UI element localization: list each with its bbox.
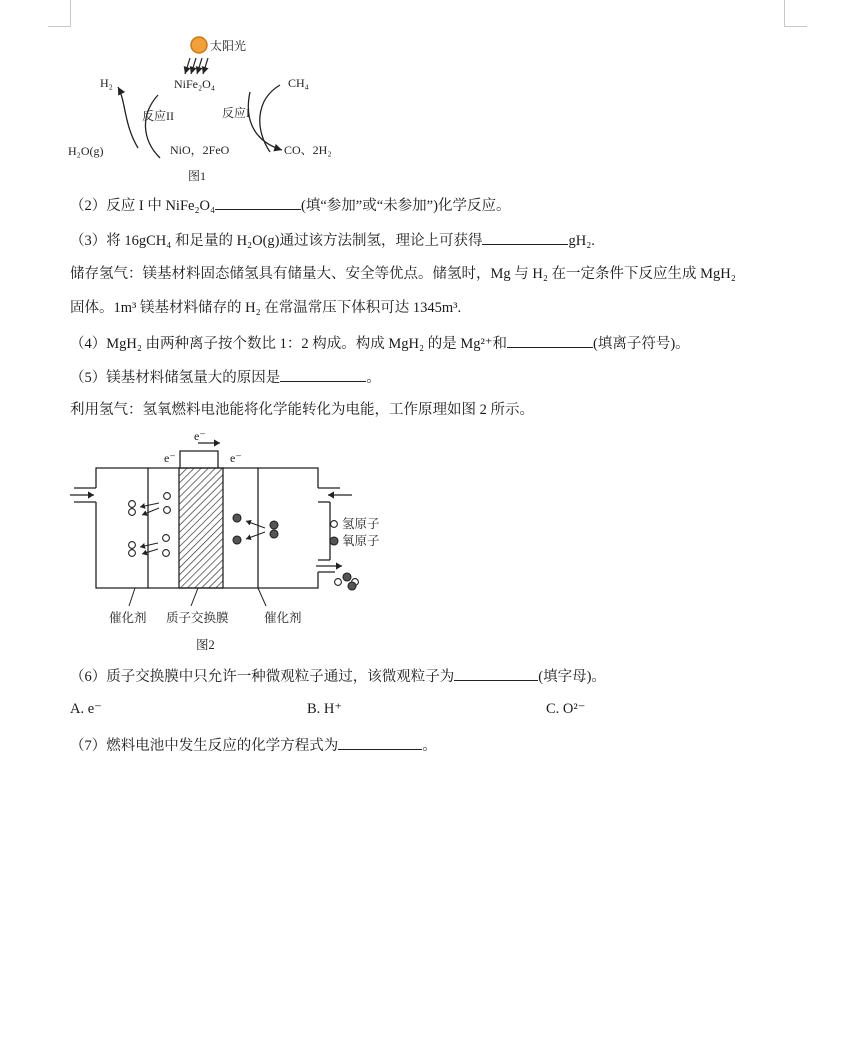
q7-end: 。 (422, 738, 437, 754)
option-c[interactable]: C. O²⁻ (546, 701, 586, 717)
electron-label-top: e⁻ (194, 429, 206, 443)
option-b[interactable]: B. H⁺ (307, 701, 343, 717)
q2-text: （2）反应 I 中 NiFe₂O₄ (70, 198, 216, 214)
q5-text: （5）镁基材料储氢量大的原因是 (70, 370, 281, 386)
question-3 (70, 230, 595, 251)
reaction-2-arrow-right (145, 95, 160, 158)
q7-answer-blank[interactable] (338, 735, 422, 750)
h2-label: H₂ (100, 76, 113, 90)
electron-label-right: e⁻ (230, 451, 242, 465)
catalyst-label: NiFe₂O₄ (174, 77, 216, 91)
storage-paragraph-line-1: 储存氢气：镁基材料固态储氢具有储量大、安全等优点。储氢时，Mg 与 H₂ 在一定条件下反应生成 MgH₂ (70, 266, 736, 282)
question-6 (70, 666, 606, 687)
q2-hint: (填“参加”或“未参加”)化学反应。 (301, 198, 511, 214)
crop-mark-top-right (784, 0, 807, 27)
question-4 (70, 333, 690, 354)
figure-1-reaction-cycle (60, 30, 360, 190)
sunlight-arrows (185, 58, 208, 74)
q5-answer-blank[interactable] (280, 367, 366, 382)
nio-label: NiO，2FeO (170, 143, 230, 157)
oxygen-atom-legend: 氧原子 (342, 534, 380, 548)
h2o-label: H₂O(g) (68, 144, 104, 158)
question-7 (70, 735, 437, 756)
q3-unit: gH₂. (568, 233, 595, 249)
storage-paragraph-line-2: 固体。1m³ 镁基材料储存的 H₂ 在常温常压下体积可达 1345m³. (70, 300, 462, 316)
sun-icon (191, 37, 207, 53)
sunlight-label: 太阳光 (210, 39, 247, 53)
q5-end: 。 (366, 370, 381, 386)
products-label: CO、2H₂ (284, 143, 332, 157)
reaction-1-arrow-left (260, 85, 280, 152)
question-5 (70, 367, 381, 388)
right-chamber-outline (258, 468, 318, 588)
membrane-label: 质子交换膜 (166, 611, 229, 625)
catalyst-right-label: 催化剂 (264, 611, 302, 625)
ch4-label: CH₄ (288, 76, 309, 90)
catalyst-left-label: 催化剂 (109, 611, 147, 625)
q4-answer-blank[interactable] (507, 333, 593, 348)
option-a[interactable]: A. e⁻ (70, 701, 102, 717)
q3-text: （3）将 16gCH₄ 和足量的 H₂O(g)通过该方法制氢，理论上可获得 (70, 233, 483, 249)
q7-text: （7）燃料电池中发生反应的化学方程式为 (70, 738, 339, 754)
usage-paragraph: 利用氢气：氢氧燃料电池能将化学能转化为电能，工作原理如图 2 所示。 (70, 402, 534, 418)
reaction-2-label: 反应II (142, 109, 174, 123)
figure-2-caption: 图2 (196, 638, 215, 652)
hydrogen-atom-legend: 氢原子 (342, 517, 380, 531)
q6-answer-blank[interactable] (454, 666, 538, 681)
electron-label-left: e⁻ (164, 451, 176, 465)
q4-text: （4）MgH₂ 由两种离子按个数比 1：2 构成。构成 MgH₂ 的是 Mg²⁺和 (70, 336, 507, 352)
reaction-2-arrow-up (118, 87, 138, 148)
q2-answer-blank[interactable] (215, 195, 301, 210)
q6-hint: (填字母)。 (538, 669, 606, 685)
reaction-1-label: 反应I (222, 106, 250, 120)
figure-1-caption: 图1 (188, 169, 207, 183)
question-2 (70, 195, 510, 216)
q3-answer-blank[interactable] (482, 230, 568, 245)
left-chamber-outline (96, 468, 148, 588)
q6-text: （6）质子交换膜中只允许一种微观粒子通过，该微观粒子为 (70, 669, 455, 685)
q4-hint: (填离子符号)。 (592, 336, 690, 352)
crop-mark-top-left (48, 0, 71, 27)
figure-2-fuel-cell (60, 425, 400, 655)
external-circuit (180, 451, 218, 468)
proton-exchange-membrane (179, 468, 223, 588)
